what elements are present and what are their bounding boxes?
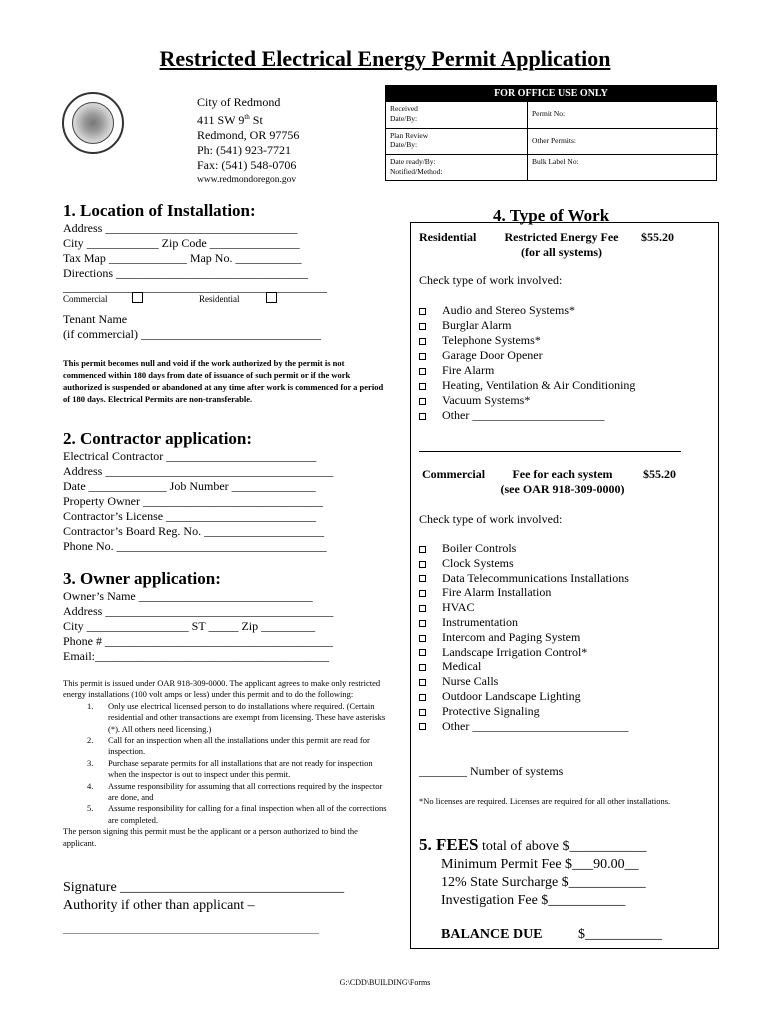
agreement-closing: The person signing this permit must be the applicant or a person authorized to bind the applicant. [63,826,358,848]
signature-field[interactable]: Signature ________________________________ [63,880,345,895]
work-item[interactable]: Nurse Calls [419,674,629,689]
work-item[interactable]: Audio and Stereo Systems* [419,303,635,318]
checkbox[interactable] [419,546,426,553]
commercial-option: Commercial [63,294,108,304]
section-location [63,201,393,293]
checkbox[interactable] [419,723,426,730]
work-item[interactable]: Medical [419,659,629,674]
agreement-item: 5. Assume responsibility for calling for a final inspection when all of the corrections are completed. [87,803,387,825]
directions-line[interactable]: ____________________________________________ [63,280,327,294]
checkbox[interactable] [419,635,426,642]
other-permits-field: Other Permits: [528,128,718,155]
work-item[interactable]: Burglar Alarm [419,318,635,333]
work-item[interactable]: Fire Alarm [419,363,635,378]
work-item[interactable]: Garage Door Opener [419,348,635,363]
agreement-item: 4. Assume responsibility for assuming that all corrections required by the inspector are done, and [87,780,383,803]
agreement-item: 2. Call for an inspection when all the installations under this permit are read for inspection. [87,735,370,757]
checkbox[interactable] [419,383,426,390]
checkbox[interactable] [419,413,426,420]
contractor-address-field[interactable]: Address ______________________________________ [63,464,334,478]
restricted-energy-fee-label: Restricted Energy Fee (for all systems) [504,230,619,259]
date-job-number-field[interactable]: Date _____________ Job Number ______________ [63,479,316,493]
section-contractor-heading: 2. Contractor application: [63,429,253,448]
license-footnote: *No licenses are required. Licenses are required for all other installations. [419,796,671,806]
address-field[interactable]: Address ________________________________ [63,221,298,235]
agreement-item: 3. Purchase separate permits for all installations that are not ready for inspection when the inspector is out to inspect under this permit. [87,757,373,780]
balance-due-field[interactable]: $___________ [578,927,662,942]
page-title: Restricted Electrical Energy Permit Application [159,46,611,71]
phone-no-field[interactable]: Phone No. ___________________________________ [63,539,327,553]
file-path-footer: G:\CDD\BUILDING\Forms [339,978,431,987]
commercial-checkbox[interactable] [132,292,143,303]
checkbox[interactable] [419,398,426,405]
checkbox[interactable] [419,575,426,582]
agreement-item: 1. Only use electrical licensed person to do installations where required. (Certain residential and other transactions are exempt from licensing. These have asterisks (*). All others need licensing.) [87,700,386,734]
received-field: Received Date/By: [386,101,528,128]
work-item[interactable]: Other __________________________ [419,719,629,734]
checkbox[interactable] [419,368,426,375]
work-item[interactable]: Other ______________________ [419,408,635,423]
minimum-permit-fee-row: Minimum Permit Fee $___90.00__ [441,857,639,872]
work-item[interactable]: Clock Systems [419,556,629,571]
work-item[interactable]: Landscape Irrigation Control* [419,645,629,660]
commercial-work-list [419,541,629,733]
work-item[interactable]: Boiler Controls [419,541,629,556]
authority-label: Authority if other than applicant – [63,898,255,913]
section-owner-heading: 3. Owner application: [63,569,221,588]
plan-review-field: Plan Review Date/By: [386,128,528,155]
permit-no-field: Permit No: [528,101,718,128]
work-item[interactable]: Protective Signaling [419,704,629,719]
tax-map-field[interactable]: Tax Map _____________ Map No. ___________ [63,251,302,265]
checkbox[interactable] [419,308,426,315]
residential-checkbox[interactable] [266,292,277,303]
void-notice: This permit becomes null and void if the work authorized by the permit is not commenced within 180 days from date of issuance of such permit or if the work authorized is suspended or abandoned at any time after work is commenced for a period of 180 days. Electrical Permits are non-transferable. [63,358,384,404]
office-use-header: FOR OFFICE USE ONLY [386,86,716,102]
date-ready-field: Date ready/By: Notified/Method: [386,154,528,181]
check-work-label-commercial: Check type of work involved: [419,512,563,526]
divider [419,451,681,452]
electrical-contractor-field[interactable]: Electrical Contractor _________________________ [63,449,317,463]
city-name: City of Redmond [197,95,281,109]
bulk-label-field: Bulk Label No: [528,154,718,181]
agreement-terms [63,678,388,849]
agreement-intro: This permit is issued under OAR 918-309-0000. The applicant agrees to make only restricted energy installations (100 volt amps or less) under this permit and to do the following: [63,678,381,700]
commercial-fee: $55.20 [643,467,676,481]
checkbox[interactable] [419,664,426,671]
checkbox[interactable] [419,649,426,656]
work-item[interactable]: Data Telecommunications Installations [419,571,629,586]
tenant-name-label: Tenant Name [63,312,128,326]
owner-city-field[interactable]: City _________________ ST _____ Zip _________ [63,619,316,633]
section-owner [63,569,393,664]
checkbox[interactable] [419,353,426,360]
work-item[interactable]: Instrumentation [419,615,629,630]
checkbox[interactable] [419,561,426,568]
owner-phone-field[interactable]: Phone # ______________________________________ [63,634,333,648]
city-address [197,95,299,187]
owner-email-field[interactable]: Email:_______________________________________ [63,649,329,663]
office-use-table [385,85,717,181]
balance-due-label: BALANCE DUE [441,927,543,942]
work-item[interactable]: Vacuum Systems* [419,393,635,408]
checkbox[interactable] [419,679,426,686]
fees-heading: 5. FEES [419,835,479,854]
city-state: Redmond, OR 97756 [197,128,300,142]
fees-section [419,836,647,910]
section-location-heading: 1. Location of Installation: [63,201,256,220]
residential-label: Residential [419,230,477,244]
phone: Ph: (541) 923-7721 [197,143,291,157]
city-seal-logo [62,92,124,154]
website: www.redmondoregon.gov [197,175,297,185]
tenant-name-field[interactable]: (if commercial) ______________________________ [63,327,321,341]
agreement-list [63,701,388,826]
work-item[interactable]: Outdoor Landscape Lighting [419,689,629,704]
checkbox[interactable] [419,338,426,345]
residential-option: Residential [199,294,240,304]
work-item[interactable]: Heating, Ventilation & Air Conditioning [419,378,635,393]
checkbox[interactable] [419,605,426,612]
investigation-fee-row[interactable]: Investigation Fee $___________ [441,893,626,908]
fax: Fax: (541) 548-0706 [197,158,297,172]
residential-work-list [419,303,635,423]
work-item[interactable]: Fire Alarm Installation [419,585,629,600]
checkbox[interactable] [419,694,426,701]
checkbox[interactable] [419,323,426,330]
work-item[interactable]: Telephone Systems* [419,333,635,348]
owner-address-field[interactable]: Address ______________________________________ [63,604,334,618]
contractor-license-field[interactable]: Contractor’s License _________________________ [63,509,317,523]
checkbox[interactable] [419,620,426,627]
section-type-heading: 4. Type of Work [493,206,610,225]
work-item[interactable]: HVAC [419,600,629,615]
commercial-fee-label: Fee for each system (see OAR 918-309-0000) [500,467,625,496]
property-owner-field[interactable]: Property Owner ______________________________ [63,494,323,508]
number-of-systems-field[interactable]: ________ Number of systems [419,764,564,778]
fees-total-row[interactable]: 5. FEES total of above $___________ [419,835,647,854]
commercial-label: Commercial [422,467,486,481]
work-item[interactable]: Intercom and Paging System [419,630,629,645]
authority-signature-line[interactable]: ________________________________________________________________ [63,926,319,935]
board-reg-field[interactable]: Contractor’s Board Reg. No. ____________________ [63,524,325,538]
directions-field[interactable]: Directions ________________________________ [63,266,308,280]
city-zip-field[interactable]: City ____________ Zip Code _______________ [63,236,300,250]
street: 411 SW 9th St [197,113,263,127]
owner-name-field[interactable]: Owner’s Name _____________________________ [63,589,313,603]
section-contractor [63,429,393,554]
checkbox[interactable] [419,590,426,597]
residential-fee: $55.20 [641,230,674,244]
checkbox[interactable] [419,709,426,716]
state-surcharge-row[interactable]: 12% State Surcharge $___________ [441,875,646,890]
check-work-label: Check type of work involved: [419,273,563,287]
